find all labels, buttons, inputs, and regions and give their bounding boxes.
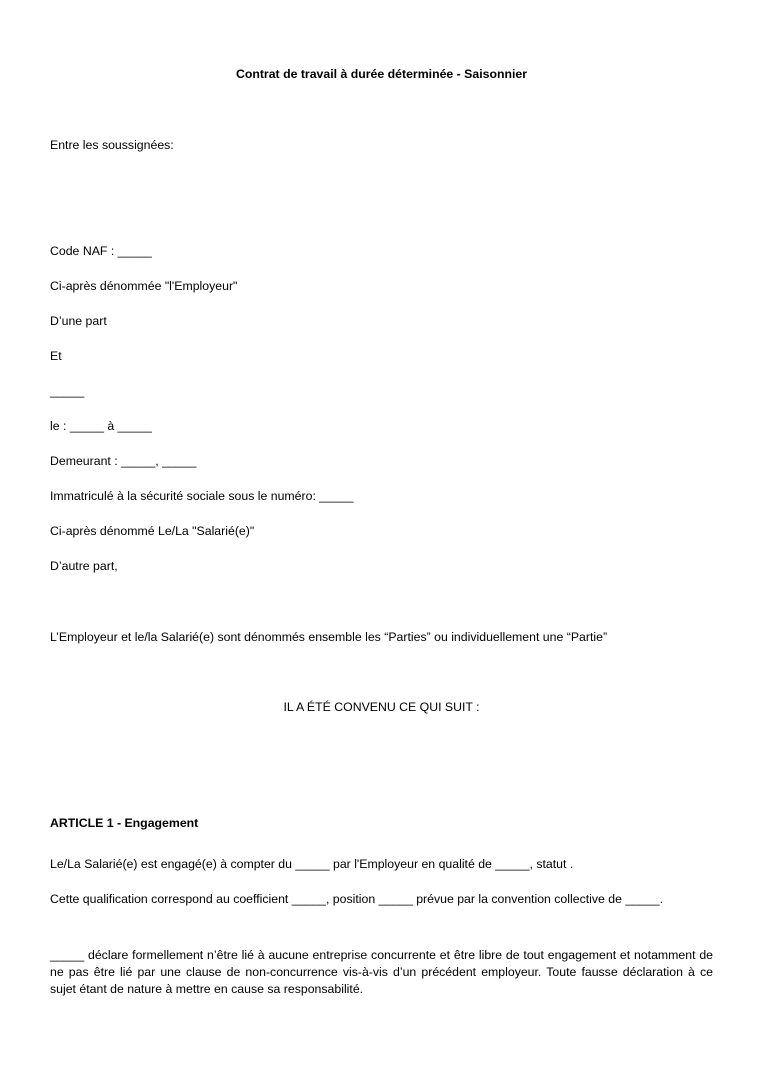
parties-statement: L’Employeur et le/la Salarié(e) sont dénommés ensemble les “Parties” ou individuellement une “Partie” [50,630,608,644]
article1-paragraph-3: _____ déclare formellement n’être lié à aucune entreprise concurrente et être libre de tout engagement et notamment de ne pas être lié par une clause de non-concurrence vis-à-vis d’un précédent employeur. Toute fausse déclaration à ce sujet étant de nature à mettre en cause sa responsabilité. [50,948,713,996]
article1-heading: ARTICLE 1 - Engagement [50,816,199,830]
employer-part: D’une part [50,314,107,328]
employer-designation: Ci-après dénommée "l'Employeur" [50,279,238,293]
article1-paragraph-1: Le/La Salarié(e) est engagé(e) à compter du _____ par l'Employeur en qualité de _____, statut . [50,857,574,871]
et-text: Et [50,349,62,363]
intro-text: Entre les soussignées: [50,138,174,152]
employee-social-security: Immatriculé à la sécurité sociale sous le numéro: _____ [50,489,354,503]
employee-name-blank: _____ [50,384,85,398]
employee-part: D’autre part, [50,559,118,573]
document-title: Contrat de travail à durée déterminée - Saisonnier [235,67,528,81]
naf-code: Code NAF : _____ [50,244,152,258]
employee-birth: le : _____ à _____ [50,419,152,433]
article1-paragraph-2: Cette qualification correspond au coefficient _____, position _____ prévue par la convention collective de _____. [50,892,663,906]
agreement-heading: IL A ÉTÉ CONVENU CE QUI SUIT : [283,700,480,714]
employee-designation: Ci-après dénommé Le/La "Salarié(e)" [50,524,255,538]
employee-address: Demeurant : _____, _____ [50,454,197,468]
